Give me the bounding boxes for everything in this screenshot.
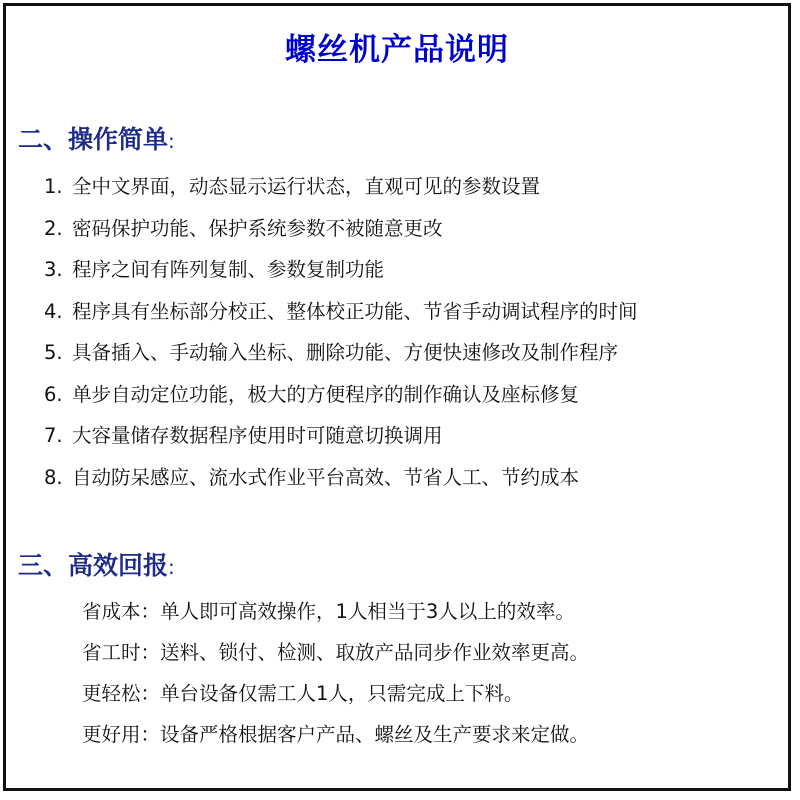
list-item xyxy=(44,208,638,250)
list-item-number: 1. xyxy=(44,175,63,198)
list-item-number: 5. xyxy=(44,341,63,364)
returns-item-label: 省成本： xyxy=(82,600,161,623)
document-frame xyxy=(3,3,791,791)
returns-item-label: 更轻松： xyxy=(82,682,161,705)
returns-item-text: 送料、锁付、检测、取放产品同步作业效率更高。 xyxy=(160,641,590,664)
list-item-number: 8. xyxy=(44,465,63,489)
list-item xyxy=(44,415,638,457)
section-heading-returns xyxy=(18,546,175,582)
section-heading-colon: : xyxy=(168,555,175,579)
list-item-number: 2. xyxy=(44,216,63,240)
returns-item-text: 设备严格根据客户产品、螺丝及生产要求来定做。 xyxy=(160,723,590,746)
page-title: 螺丝机产品说明 xyxy=(285,32,509,68)
section-heading-text: 三、高效回报 xyxy=(18,551,169,580)
list-item xyxy=(44,457,638,499)
list-item-text: 大容量储存数据程序使用时可随意切换调用 xyxy=(72,424,443,447)
operation-list xyxy=(44,166,638,498)
returns-item xyxy=(82,591,589,632)
list-item-text: 单步自动定位功能，极大的方便程序的制作确认及座标修复 xyxy=(72,382,580,406)
returns-item xyxy=(82,632,589,673)
returns-item-label: 省工时： xyxy=(82,641,161,664)
list-item-number: 4. xyxy=(44,299,63,323)
returns-item xyxy=(82,673,589,714)
list-item xyxy=(44,332,638,374)
list-item-number: 3. xyxy=(44,258,63,281)
section-heading-text: 二、操作简单 xyxy=(18,125,169,154)
list-item-number: 6. xyxy=(44,382,63,406)
returns-item-text: 单人即可高效操作，1人相当于3人以上的效率。 xyxy=(160,600,575,623)
list-item xyxy=(44,249,638,291)
list-item-text: 密码保护功能、保护系统参数不被随意更改 xyxy=(72,216,443,240)
list-item xyxy=(44,166,638,208)
list-item-number: 7. xyxy=(44,424,63,447)
list-item-text: 全中文界面，动态显示运行状态，直观可见的参数设置 xyxy=(72,175,541,198)
list-item xyxy=(44,291,638,333)
section-heading-operation xyxy=(18,120,175,156)
section-heading-colon: : xyxy=(168,129,175,153)
list-item xyxy=(44,374,638,416)
returns-item-text: 单台设备仅需工人1人，只需完成上下料。 xyxy=(160,682,524,705)
returns-item-label: 更好用： xyxy=(82,723,161,746)
list-item-text: 自动防呆感应、流水式作业平台高效、节省人工、节约成本 xyxy=(72,465,580,489)
list-item-text: 程序具有坐标部分校正、整体校正功能、节省手动调试程序的时间 xyxy=(72,299,638,323)
returns-list xyxy=(82,591,589,755)
returns-item xyxy=(82,714,589,755)
list-item-text: 程序之间有阵列复制、参数复制功能 xyxy=(72,258,385,281)
list-item-text: 具备插入、手动输入坐标、删除功能、方便快速修改及制作程序 xyxy=(72,341,619,364)
